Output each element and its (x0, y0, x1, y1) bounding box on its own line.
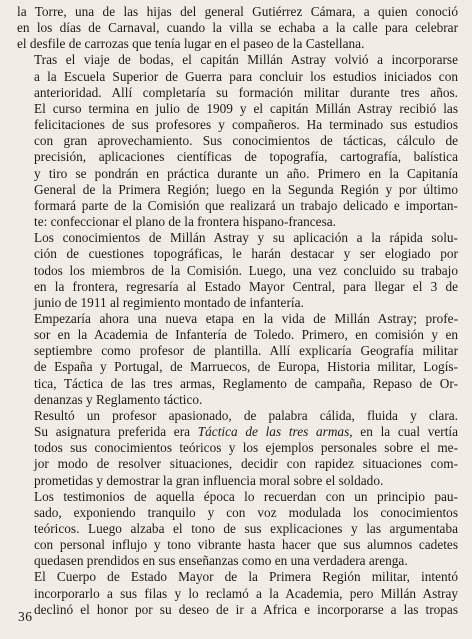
text-line: en los días de Carnaval, cuando la villa se echaba a la calle para celebrar (17, 20, 458, 36)
text-line: precisión, aplicaciones científicas de topografía, cartografía, balística (34, 149, 458, 165)
paragraph (17, 569, 458, 617)
paragraph (17, 4, 458, 52)
text-line: Resultó un profesor apasionado, de palabra cálida, fluida y clara. (34, 407, 458, 423)
text-line: junio de 1911 al regimiento montado de infantería. (34, 294, 304, 310)
text-line: formará parte de la Comisión que realizará un trabajo delicado e importan- (34, 197, 458, 213)
text-line: la Torre, una de las hijas del general Gutiérrez Cámara, a quien conoció (17, 4, 458, 19)
text-line: a la Escuela Superior de Guerra para concluir los estudios iniciados con (34, 68, 458, 84)
text-line: y tiro se pondrán en práctica durante un año. Primero en la Capitanía (34, 165, 458, 181)
text-line: Tras el viaje de bodas, el capitán Millán Astray volvió a incorporarse (34, 52, 458, 68)
text-line: incorporarlo a sus filas y lo reclamó a la Academia, pero Millán Astray (34, 585, 458, 601)
text-line: Los conocimientos de Millán Astray y su aplicación a la rápida solu- (34, 230, 458, 246)
paragraph (17, 311, 458, 408)
text-line: ción de cuestiones topográficas, le harán destacar y ser elogiado por (34, 246, 458, 262)
text-line: prometidas y demostrar la gran influencia moral sobre el soldado. (34, 472, 384, 488)
text-line: septiembre como profesor de plantilla. Allí explicaría Geografía militar (34, 343, 458, 359)
text-line: Los testimonios de aquella época lo recuerdan con un principio pau- (34, 488, 458, 504)
text-line: todos los miembros de la Comisión. Luego, una vez concluido su trabajo (34, 262, 458, 278)
text-line: felicitaciones de sus profesores y compañeros. Ha terminado sus estudios (34, 117, 458, 133)
italic-title: Táctica de las tres armas (197, 424, 350, 440)
text-line: declinó el honor por su deseo de ir a Africa e incorporarse a las tropas (34, 601, 458, 617)
text-line: todos sus conocimientos teóricos y los ejemplos personales sobre el me- (34, 440, 458, 456)
text-line: El curso termina en julio de 1909 y el capitán Millán Astray recibió las (34, 100, 458, 116)
text-line: quedasen prendidos en sus enseñanzas como en una verdadera arenga. (34, 553, 408, 569)
text-line: denanzas y Reglamento táctico. (34, 391, 203, 407)
text-line: con gran aprovechamiento. Sus conocimientos de tácticas, cálculo de (34, 133, 458, 149)
text-line: en la frontera, regresaría al Estado Mayor Central, para llegar el 3 de (34, 278, 458, 294)
text-line: de España y Portugal, de Marruecos, de Europa, Historia militar, Logís- (34, 359, 458, 375)
paragraph (17, 230, 458, 311)
text-line: Empezaría ahora una nueva etapa en la vida de Millán Astray; profe- (34, 310, 458, 326)
text-line: Su asignatura preferida era Táctica de las tres armas, en la cual vertía (34, 424, 459, 440)
body-text (17, 4, 458, 618)
text-line: el desfile de carrozas que tenía lugar en el paseo de la Castellana. (17, 36, 365, 52)
paragraph (17, 489, 458, 570)
text-line: con personal influjo y tono vibrante hasta hacer que sus alumnos cadetes (34, 537, 458, 553)
text-line: anterioridad. Allí completaría su formación militar durante tres años. (34, 84, 458, 100)
text-line: sor en la Academia de Infantería de Toledo. Primero, en comisión y en (34, 327, 458, 343)
text-line: teóricos. Luego alzaba el tono de sus explicaciones y las argumentaba (34, 521, 458, 536)
text-line: te: confeccionar el plano de la frontera hispano-francesa. (34, 214, 336, 230)
text-line: jor modo de resolver situaciones, decidir con rapidez situaciones com- (34, 456, 458, 472)
text-line: General de la Primera Región; luego en la Segunda Región y por último (34, 181, 458, 197)
text-line: tica, Táctica de las tres armas, Reglamento de campaña, Repaso de Or- (34, 375, 458, 391)
paragraph (17, 52, 458, 230)
text-line: sado, exponiendo tranquilo y con voz modulada los conocimientos (34, 504, 458, 520)
page-number: 36 (18, 609, 33, 624)
text-line: El Cuerpo de Estado Mayor de la Primera Región militar, intentó (34, 569, 458, 585)
paragraph (17, 408, 458, 489)
